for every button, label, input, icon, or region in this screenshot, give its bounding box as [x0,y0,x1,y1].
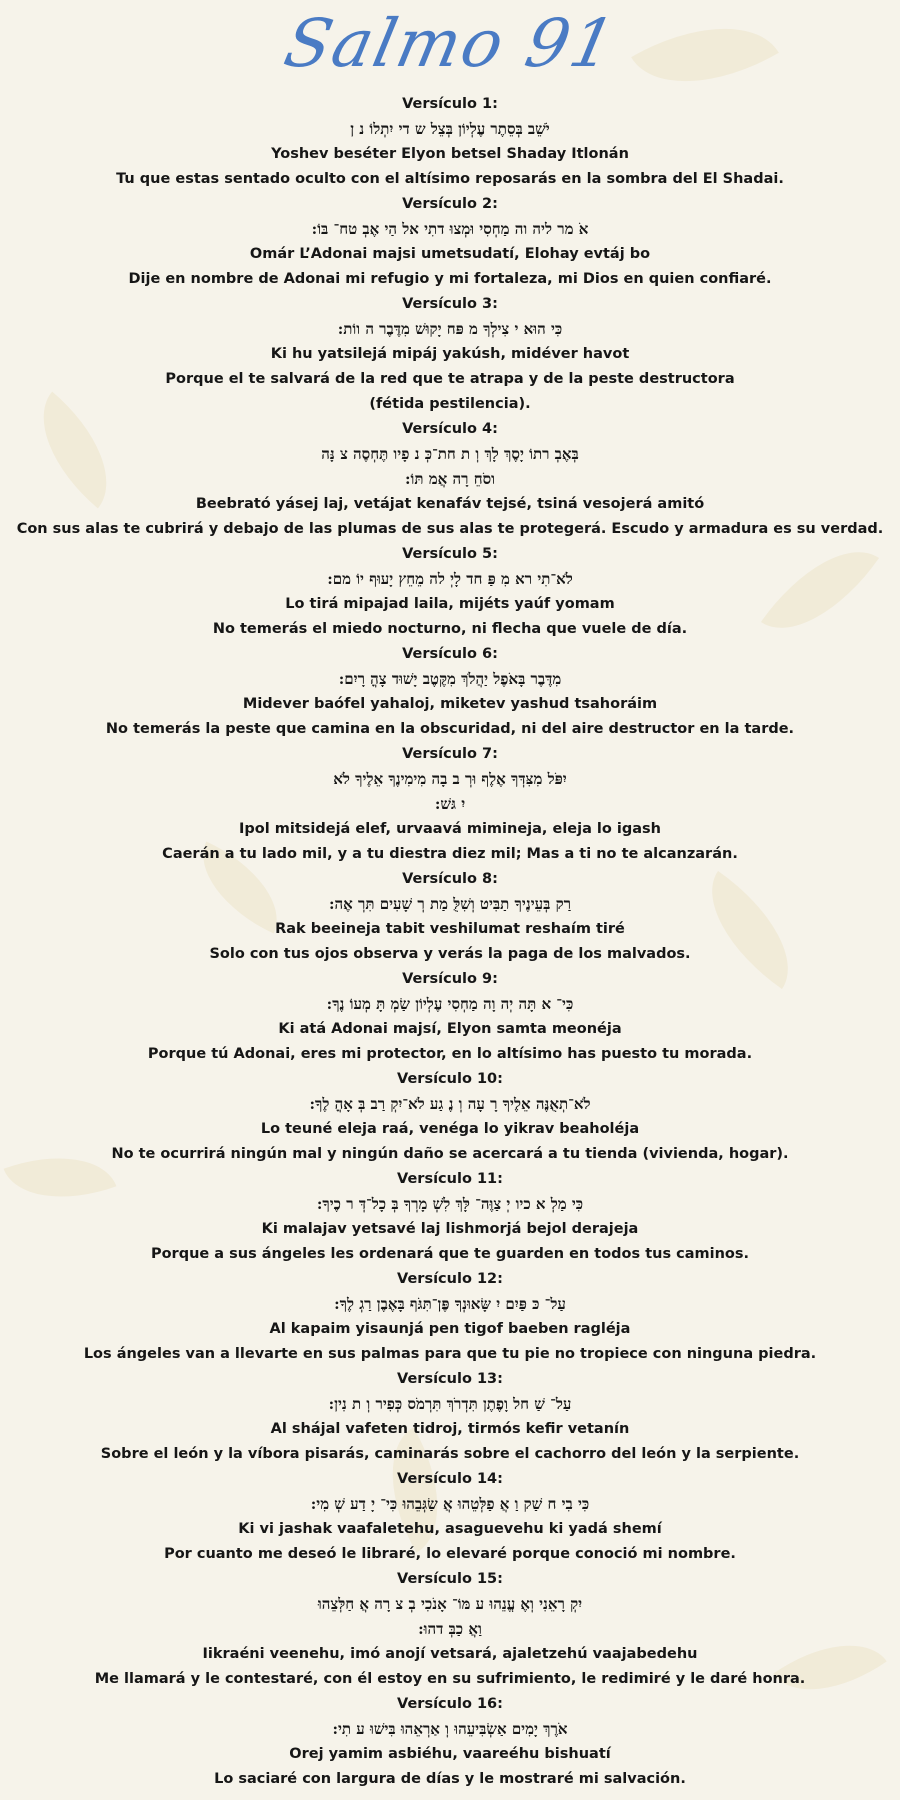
verse-hebrew: יֹשֵׁב בְּסֵתֶר עֶלְיוֹן בְּצֵל ש די יִתְלוֹ נ ן [350,120,550,138]
verse-spanish: Me llamará y le contestaré, con él estoy en su sufrimiento, le redimiré y le daré honra. [94,1671,806,1687]
verse-spanish: Dije en nombre de Adonai mi refugio y mi fortaleza, mi Dios en quien confiaré. [128,271,772,287]
verse-transliteration: Lo teuné eleja raá, venéga lo yikrav beaholéja [260,1121,640,1137]
verse-spanish: (fétida pestilencia). [369,396,531,412]
verse-hebrew: מִדֶּבֶר בָּאֹפֶל יַהֲלֹךְ מִקֶּטֶב יָשׁוּד צָהֳ רָיִם: [338,670,562,688]
verse-label: Versículo 4: [402,421,498,437]
page-title: Salmo 91 [277,5,623,82]
verse-hebrew: וסֹחֵ רָה אֲמ תּוֹ: [405,470,495,488]
verse-transliteration: Ki hu yatsilejá mipáj yakúsh, midéver havot [270,346,630,362]
verse-block [0,1567,900,1692]
verse-transliteration: Yoshev beséter Elyon betsel Shaday Itlonán [271,146,629,162]
verse-hebrew: יִפֹּל מִצִּדְּךָ אֶלֶף וּרְ ב בָה מִימִינֶךָ אֵלֶיךָ לֹא [333,770,567,788]
verse-spanish: Porque el te salvará de la red que te atrapa y de la peste destructora [165,371,735,387]
verse-label: Versículo 7: [402,746,498,762]
verse-block [0,542,900,642]
verse-spanish: Tu que estas sentado oculto con el altísimo reposarás en la sombra del El Shadai. [116,171,784,187]
verse-block [0,1067,900,1167]
verse-label: Versículo 14: [397,1471,503,1487]
verse-transliteration: Lo tirá mipajad laila, mijéts yaúf yomam [285,596,615,612]
verse-block [0,1692,900,1792]
verse-spanish: Solo con tus ojos observa y verás la paga de los malvados. [209,946,691,962]
verse-label: Versículo 10: [397,1071,503,1087]
verse-transliteration: Ki atá Adonai majsí, Elyon samta meonéja [278,1021,622,1037]
verse-spanish: Sobre el león y la víbora pisarás, caminarás sobre el cachorro del león y la serpiente. [100,1446,800,1462]
verse-spanish: Porque tú Adonai, eres mi protector, en lo altísimo has puesto tu morada. [147,1046,753,1062]
verse-transliteration: Iikraéni veenehu, imó anojí vetsará, ajaletzehú vaajabedehu [202,1646,698,1662]
verse-block [0,292,900,417]
verse-hebrew: יִ גּשׁ: [434,795,466,813]
verse-label: Versículo 9: [402,971,498,987]
verse-transliteration: Rak beeineja tabit veshilumat reshaím tiré [275,921,625,937]
verse-spanish: Con sus alas te cubrirá y debajo de las plumas de sus alas te protegerá. Escudo y armadura es su verdad. [16,521,884,537]
verse-hebrew: וַאֲ כַבְּ דהוּ: [418,1620,482,1638]
verse-block [0,92,900,192]
verse-spanish: Porque a sus ángeles les ordenará que te guarden en todos tus caminos. [150,1246,750,1262]
verse-transliteration: Ipol mitsidejá elef, urvaavá mimineja, eleja lo igash [238,821,661,837]
verse-block [0,192,900,292]
verse-hebrew: עַל־ שַׁ חל וָפֶתֶן תִּדְרֹךְ תִּרְמֹס כְּפִיר וְ ת נִין: [328,1395,572,1413]
verse-label: Versículo 12: [397,1271,503,1287]
verse-transliteration: Al kapaim yisaunjá pen tigof baeben ragléja [269,1321,631,1337]
verse-label: Versículo 2: [402,196,498,212]
verse-spanish: Los ángeles van a llevarte en sus palmas para que tu pie no tropiece con ninguna piedra. [83,1346,817,1362]
verse-hebrew: אֹ מר ליה וה מַחְסִי וּמְצוּ דתִי אל הַי אֶבְ טח־ בּוֹ: [311,220,589,238]
verse-hebrew: כִּי הוּא י צִילְךָ מ פּח יָקוּשׁ מִדֶּבֶר ה ווֹת: [337,320,563,338]
verse-hebrew: לֹא־תְאֻנֶּה אֵלֶיךָ רָ עָה וְ נֶ גַע לֹא־יִקְ רַב בְּ אָהֳ לֶךָ: [309,1095,591,1113]
verse-block [0,867,900,967]
verse-spanish: Caerán a tu lado mil, y a tu diestra diez mil; Mas a ti no te alcanzarán. [162,846,738,862]
verse-transliteration: Omár L’Adonai majsi umetsudatí, Elohay evtáj bo [249,246,651,262]
verse-spanish: No te ocurrirá ningún mal y ningún daño se acercará a tu tienda (vivienda, hogar). [111,1146,789,1162]
verse-block [0,742,900,867]
verse-transliteration: Ki malajav yetsavé laj lishmorjá bejol derajeja [261,1221,639,1237]
verse-hebrew: אֹרֶךְ יָמִים אַשְׂבִּיעֵהוּ וְ אַרְאֵהוּ בִּישׁוּ ע תִי: [332,1720,568,1738]
verse-block [0,967,900,1067]
verse-label: Versículo 1: [402,96,498,112]
verse-label: Versículo 5: [402,546,498,562]
verse-block [0,1467,900,1567]
verse-block [0,417,900,542]
verse-transliteration: Ki vi jashak vaafaletehu, asaguevehu ki yadá shemí [238,1521,662,1537]
verse-block [0,1367,900,1467]
verse-hebrew: כִּי בִי ח שַׁק וַ אֲ פַלְּטֵהוּ אֲ שַׂגְּבֵהוּ כִּי־ יָ דַע שְׁ מִי: [310,1495,590,1513]
verse-label: Versículo 8: [402,871,498,887]
verse-hebrew: כִּי מַלְ א כיו יְ צַוֶּה־ לָּךְ לִשְׁ מָרְךָ בְּ כָל־דְּ ר כֶיךָ: [316,1195,584,1213]
verse-spanish: No temerás el miedo nocturno, ni flecha que vuele de día. [212,621,688,637]
verse-block [0,1267,900,1367]
verse-hebrew: רַק בְּעֵינֶיךָ תַבִּיט וְשִׁלֻּ מַת רְ שָׁעִים תִּרְ אֶה: [329,895,571,913]
verse-block [0,642,900,742]
verse-label: Versículo 15: [397,1571,503,1587]
psalm-content [0,92,900,1792]
title-area [0,0,900,92]
verse-spanish: Lo saciaré con largura de días y le mostraré mi salvación. [214,1771,686,1787]
verse-label: Versículo 13: [397,1371,503,1387]
verse-transliteration: Midever baófel yahaloj, miketev yashud tsahoráim [242,696,658,712]
verse-hebrew: יִקְ רָאֵנִי וְאֶ עֱנֵהוּ ע מּוֹ־ אָנֹכִי בְ צ רָה אֲ חַלְּצֵהוּ [317,1595,583,1613]
verse-label: Versículo 11: [397,1171,503,1187]
verse-transliteration: Al shájal vafeten tidroj, tirmós kefir vetanín [270,1421,630,1437]
verse-hebrew: כִּי־ א תָּה יְה וָה מַחְסִי עֶלְיוֹן שַׂמְ תָּ מְעוֹ נֶךָ: [326,995,574,1013]
verse-block [0,1167,900,1267]
verse-label: Versículo 3: [402,296,498,312]
verse-spanish: Por cuanto me deseó le libraré, lo elevaré porque conoció mi nombre. [164,1546,736,1562]
verse-hebrew: בְּאֶבְ רתוֹ יָסֶךְ לָךְ וְ ת חת־כְּ נ פָיו תֶּחְסֶה צ נָּה [321,445,579,463]
verse-hebrew: עַל־ כּ פַּיִם יִ שָּׂאוּנְךָ פֶּן־תִּגֹּף בָּאֶבֶן רַגְ לֶךָ: [334,1295,566,1313]
verse-hebrew: לֹא־תִי רא מִ פַּ חד לָיְ לה מֵחֵץ יָעוּף יוֹ מם: [327,570,573,588]
verse-transliteration: Orej yamim asbiéhu, vaareéhu bishuatí [289,1746,611,1762]
verse-transliteration: Beebrató yásej laj, vetájat kenafáv tejsé, tsiná vesojerá amitó [195,496,705,512]
verse-label: Versículo 16: [397,1696,503,1712]
verse-spanish: No temerás la peste que camina en la obscuridad, ni del aire destructor en la tarde. [105,721,795,737]
verse-label: Versículo 6: [402,646,498,662]
